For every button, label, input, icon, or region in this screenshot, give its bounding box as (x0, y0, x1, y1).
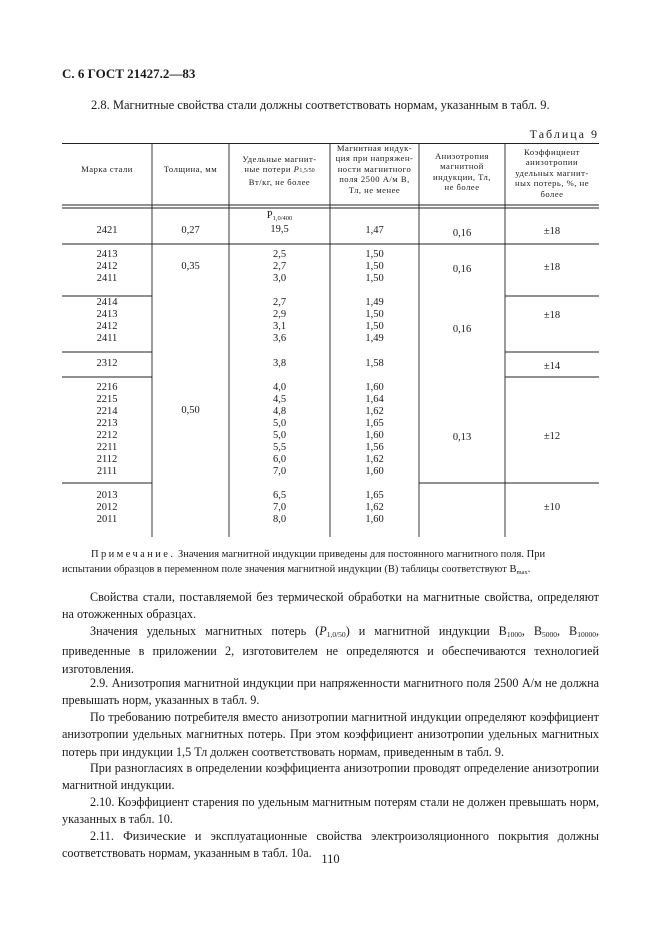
header-losses-line2 (229, 164, 330, 176)
coefficient-cell: ±14 (543, 361, 561, 372)
paragraph-6-text: 2.10. Коэффициент старения по удельным магнитным потерям стали не должен превышать норм, указанных в табл. 10. (62, 795, 599, 827)
paragraph-4 (62, 709, 599, 761)
loss-cell: 4,0 (272, 382, 287, 393)
header-losses-sub: 1,5/50 (299, 168, 315, 175)
grade-cell: 2411 (96, 333, 118, 344)
grade-cell: 2412 (96, 321, 118, 332)
p2-sub3: 10000 (577, 630, 596, 639)
header-losses (229, 154, 330, 187)
induction-cell: 1,65 (365, 490, 384, 501)
grade-cell: 2212 (96, 430, 118, 441)
induction-cell: 1,58 (365, 358, 384, 369)
loss-cell: 8,0 (272, 514, 287, 525)
losses-group-3 (229, 297, 330, 345)
note-text2-sub: max (516, 569, 528, 576)
grades-group-2 (62, 249, 152, 285)
header-grade: Марка стали (81, 164, 133, 174)
loss-cell: 3,0 (272, 273, 287, 284)
loss-cell: 2,5 (272, 249, 287, 260)
induction-group-6 (330, 490, 419, 526)
paragraph-5 (62, 760, 599, 795)
loss-cell: 4,8 (272, 406, 287, 417)
induction-cell: 1,65 (365, 418, 384, 429)
loss-cell: 6,0 (272, 454, 287, 465)
p2-part-c: , B (521, 624, 542, 638)
grade-cell: 2111 (96, 466, 118, 477)
induction-group-5 (330, 382, 419, 478)
loss-cell: 7,0 (272, 466, 287, 477)
paragraph-1-text: Свойства стали, поставляемой без термической обработки на магнитные свойства, определяют на отожженных образцах. (62, 590, 599, 622)
induction-cell: 1,60 (365, 430, 384, 441)
grade-cell: 2211 (96, 442, 118, 453)
header-anisotropy-line1: Анизотропия (434, 151, 490, 161)
header-coef-line5: более (540, 188, 564, 199)
grade-cell: 2213 (96, 418, 118, 429)
p2-part-b: ) и магнитной индукции B (345, 624, 507, 638)
loss-cell: 7,0 (272, 502, 287, 513)
thickness-cell: 0,50 (181, 405, 200, 416)
coefficient-cell: ±10 (543, 502, 561, 513)
paragraph-3-text: 2.9. Анизотропия магнитной индукции при напряженности магнитного поля 2500 А/м не должна превышать норм, указанных в табл. 9. (62, 676, 599, 708)
grade-cell: 2411 (96, 273, 118, 284)
induction-cell: 1,60 (365, 382, 384, 393)
p2-part-d: , B (557, 624, 578, 638)
grade-cell: 2413 (96, 309, 118, 320)
anisotropy-cell: 0,16 (452, 264, 472, 275)
grade-cell: 2312 (96, 358, 118, 369)
header-anisotropy-line3: индукции, Тл, (433, 171, 491, 182)
header-losses-symbol: P (293, 164, 300, 175)
induction-cell: 1,60 (365, 514, 384, 525)
grade-cell: 2112 (96, 454, 118, 465)
header-induction (330, 143, 419, 195)
header-induction-line3: ности магнитного (337, 163, 412, 174)
induction-cell: 1,60 (365, 466, 384, 477)
header-losses-line1: Удельные магнит- (242, 154, 317, 164)
p2-sub1: 1000 (506, 630, 522, 639)
header-anisotropy-line4: не более (444, 182, 480, 193)
note-line1 (91, 547, 599, 562)
induction-cell: 1,50 (365, 261, 384, 272)
coefficient-cell: ±18 (543, 310, 561, 321)
p2-sub: 1,0/50 (326, 630, 346, 639)
loss-cell: 6,5 (272, 490, 287, 501)
anisotropy-cell: 0,13 (452, 432, 472, 443)
induction-cell: 1,50 (365, 309, 384, 320)
note-lead: Примечание. (91, 549, 176, 560)
induction-cell: 1,50 (365, 273, 384, 284)
induction-cell: 1,49 (365, 297, 384, 308)
header-anisotropy-line2: магнитной (440, 161, 484, 172)
header-induction-line5: Тл, не менее (348, 184, 401, 195)
coefficient-cell: ±18 (543, 262, 561, 273)
loss-cell: 2,7 (272, 297, 287, 308)
paragraph-4-text: По требованию потребителя вместо анизотропии магнитной индукции определяют коэффициент анизотропии удельных магнитных потерь. При этом коэффициент анизотропии удельных магнитных потерь при индукции 1,5 Тл должен соответствовать нормам, приведенным в табл. 9. (62, 710, 599, 759)
table-caption: Таблица 9 (529, 127, 599, 141)
p2-symbol: P (319, 624, 327, 638)
loss-cell: 3,6 (272, 333, 287, 344)
header-coef-line3: удельных магнит- (515, 167, 589, 178)
note-text2-end: . (527, 564, 531, 575)
note-text2: испытании образцов в переменном поле значения магнитной индукции (В) таблицы соответствуют B (62, 564, 517, 575)
header-coef-line4: ных потерь, %, не (514, 178, 590, 189)
grade-cell: 2214 (96, 406, 118, 417)
p2-part-a: Значения удельных магнитных потерь ( (90, 624, 320, 638)
grades-group-1 (62, 225, 152, 237)
grades-group-3 (62, 297, 152, 345)
anisotropy-cell: 0,16 (452, 228, 472, 239)
loss-cell: 3,1 (272, 321, 287, 332)
loss-cell: 2,9 (272, 309, 287, 320)
note-text1: Значения магнитной индукции приведены для постоянного магнитного поля. При (175, 549, 546, 560)
p100-sub: 1,0/400 (272, 215, 293, 222)
header-thickness: Толщина, мм (163, 164, 218, 174)
p100-label (229, 210, 330, 225)
induction-cell: 1,64 (365, 394, 384, 405)
induction-cell: 1,62 (365, 454, 384, 465)
grade-cell: 2215 (96, 394, 118, 405)
header-coef-line1: Коэффициент (524, 147, 580, 157)
note-line2 (62, 562, 599, 580)
losses-group-5 (229, 382, 330, 478)
paragraph-3 (62, 675, 599, 710)
loss-cell: 4,5 (272, 394, 287, 405)
loss-cell: 2,7 (272, 261, 287, 272)
header-coef-line2: анизотропии (525, 157, 579, 168)
header-induction-line2: ция при напряжен- (335, 153, 414, 164)
anisotropy-cell: 0,16 (452, 324, 472, 335)
p100-symbol: P (266, 210, 273, 221)
p2-part-e: , приведенные в приложении 2, изготовителем не определяются и обеспечиваются технологией изготовления. (62, 624, 599, 676)
thickness-cell: 0,35 (181, 261, 200, 272)
induction-cell: 1,49 (365, 333, 384, 344)
loss-cell: 5,0 (272, 418, 287, 429)
table-note (62, 547, 599, 580)
induction-cell: 1,62 (365, 406, 384, 417)
losses-group-1 (229, 224, 330, 236)
induction-group-3 (330, 297, 419, 345)
grade-cell: 2012 (96, 502, 118, 513)
header-coefficient (505, 147, 599, 199)
grade-cell: 2412 (96, 261, 118, 272)
p2-sub2: 5000 (542, 630, 557, 639)
induction-group-2 (330, 249, 419, 285)
grade-cell: 2011 (96, 514, 118, 525)
grade-cell: 2216 (96, 382, 118, 393)
table-9 (62, 143, 599, 537)
induction-cell: 1,62 (365, 502, 384, 513)
loss-cell: 5,5 (272, 442, 287, 453)
loss-cell: 5,0 (272, 430, 287, 441)
induction-cell: 1,56 (365, 442, 384, 453)
header-losses-text: ные потери (244, 164, 291, 175)
induction-group-4 (330, 358, 419, 370)
paragraph-2 (62, 623, 599, 678)
loss-cell: 19,5 (270, 224, 289, 235)
page-header: С. 6 ГОСТ 21427.2—83 (62, 66, 196, 81)
paragraph-5-text: При разногласиях в определении коэффициента анизотропии проводят определение анизотропии магнитной индукции. (62, 761, 599, 793)
losses-group-4 (229, 358, 330, 370)
paragraph-1 (62, 589, 599, 624)
grades-group-6 (62, 490, 152, 526)
grades-group-4 (62, 358, 152, 370)
grades-group-5 (62, 382, 152, 478)
induction-group-1 (330, 225, 419, 237)
losses-group-6 (229, 490, 330, 526)
grade-cell: 2414 (96, 297, 118, 308)
header-induction-line4: поля 2500 А/м В, (339, 174, 410, 185)
coefficient-cell: ±12 (543, 431, 561, 442)
induction-cell: 1,47 (365, 225, 384, 236)
losses-group-2 (229, 249, 330, 285)
loss-cell: 3,8 (272, 358, 287, 369)
coefficient-cell: ±18 (543, 226, 561, 237)
header-anisotropy (419, 151, 505, 193)
header-induction-line1: Магнитная индук- (336, 143, 413, 153)
paragraph-6 (62, 794, 599, 829)
intro-paragraph: 2.8. Магнитные свойства стали должны соответствовать нормам, указанным в табл. 9. (91, 98, 550, 112)
induction-cell: 1,50 (365, 321, 384, 332)
thickness-cell: 0,27 (181, 225, 200, 236)
grade-cell: 2421 (96, 225, 118, 236)
paragraph-7-text: 2.11. Физические и эксплуатационные свойства электроизоляционного покрытия должны соответствовать нормам, указанным в табл. 10а. (62, 829, 599, 861)
grade-cell: 2013 (96, 490, 118, 501)
induction-cell: 1,50 (365, 249, 384, 260)
page-number: 110 (321, 852, 340, 866)
header-losses-line3: Вт/кг, не более (248, 176, 311, 187)
grade-cell: 2413 (96, 249, 118, 260)
